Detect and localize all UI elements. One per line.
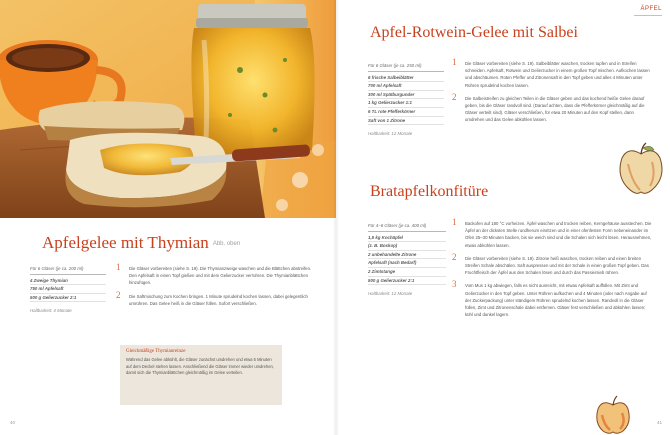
apple-illustration-icon: [618, 142, 664, 198]
apple-illustration-small-icon: [594, 395, 632, 435]
recipe-title-apfelgelee: [42, 233, 240, 253]
recipe-title-text: Apfelgelee mit Thymian: [42, 233, 209, 252]
chapter-label: ÄPFEL: [640, 6, 662, 12]
step: [116, 262, 316, 287]
ingredient-item: (z. B. Boskop): [368, 242, 446, 251]
ingredient-item: 500 g Gelierzucker 2:1: [30, 294, 106, 303]
ingredient-list: [368, 222, 446, 298]
shelf-life: Haltbarkeit: 4 Monate: [30, 308, 72, 314]
page-number-right: 41: [656, 420, 662, 425]
tip-text: Während das Gelee abkühlt, die Gläser zunächst umdrehen und etwa 5 Minuten auf dem Deckel stehen lassen. Anschließend die Gläser immer wieder umdrehen, damit sich die Thymianblättchen gleichmäßig im Gelee verteilen.: [126, 357, 274, 376]
step-text: Die Gläser vorbereiten (siehe S. 19). Zitrone heiß waschen, trocken reiben und einen breiten Streifen Schale abschälen. Saft auspressen und mit der Schale in einen großen Topf geben. Das Fruchtfleisch der Äpfel aus den Schalen lösen und durch das Passiersieb rühren.: [465, 255, 649, 276]
step-list: [452, 217, 652, 324]
step-number: 2: [452, 91, 457, 102]
right-page: [336, 0, 670, 435]
step: [116, 289, 316, 307]
shelf-life: Haltbarkeit: 12 Monate: [368, 291, 413, 297]
jelly-toast-photo: [0, 0, 336, 218]
recipe-title-bratapfel: Bratapfelkonfitüre: [370, 183, 489, 200]
step-number: 2: [452, 251, 457, 262]
step: [452, 251, 652, 277]
chapter-rule: [634, 15, 662, 16]
tip-title: Gleichmäßige Thymianreinze: [126, 349, 186, 354]
step-list: [452, 57, 652, 130]
ingredient-item: 700 ml Apfelsaft: [368, 82, 444, 91]
step-number: 1: [452, 57, 457, 67]
recipe-subtitle: Abb. oben: [212, 241, 241, 248]
ingredient-item: 1,5 kg Kochäpfel: [368, 234, 446, 243]
ingredient-item: 300 ml Spätburgunder: [368, 91, 444, 100]
ingredient-header: Für 6 Gläser (je ca. 250 ml): [368, 62, 444, 72]
ingredient-list: [368, 62, 444, 138]
ingredient-item: 1 kg Gelierzucker 1:1: [368, 99, 444, 108]
step-number: 3: [452, 279, 457, 290]
page-number-left: 40: [10, 420, 16, 425]
step-text: Die Saftmischung zum Kochen bringen. 1 Minute sprudelnd kochen lassen, dabei gelegentlich umrühren. Das Gelee heiß in die Gläser füllen. Sofort verschließen.: [129, 293, 308, 306]
step-list: [116, 262, 316, 313]
step-number: 1: [116, 262, 121, 272]
shelf-life: Haltbarkeit: 12 Monate: [368, 131, 413, 137]
ingredient-item: 4 Zweige Thymian: [30, 277, 106, 286]
ingredient-item: 2 Zimtstange: [368, 268, 446, 277]
step: [452, 279, 652, 318]
ingredient-item: 6 frische Salbeiblätter: [368, 74, 444, 83]
step-text: Vom Mus 1 kg abwiegen, falls es nicht ausreicht, mit etwas Apfelsaft auffüllen. Mit Zimt und Gelierzucker in den Topf geben. Unter Rühren aufkochen und 4 Minuten (oder nach Angabe auf der Zuckerpackung) unter ständigem Rühren sprudelnd kochen lassen. Randvoll in die Gläser füllen, Zimt und Zitronenschale dabei entfernen. Gläser fest verschließen und abkühlen lassen; kühl und dunkel lagern.: [465, 283, 647, 318]
recipe-photo: [0, 0, 336, 218]
step-text: Backofen auf 180 °C vorheizen. Äpfel waschen und trocken reiben, Kerngehäuse ausstechen. Die Äpfel an der dicksten Stelle rundherum einritzen und in einer ofenfesten Form nebeneinander im Ofen 25–30 Minuten backen, bis sie weich sind und die Schalen sich leicht lösen. Herausnehmen, etwas abkühlen lassen.: [465, 221, 652, 248]
tip-box: [120, 345, 282, 405]
ingredient-item: 2 unbehandelte Zitrone: [368, 251, 446, 260]
step-number: 2: [116, 289, 121, 300]
step-number: 1: [452, 217, 457, 227]
ingredient-header: Für 4–6 Gläser (je ca. 400 ml): [368, 222, 446, 232]
ingredient-item: 750 ml Apfelsaft: [30, 285, 106, 294]
ingredient-list: [30, 265, 106, 315]
recipe-title-apfel-rotwein: Apfel-Rotwein-Gelee mit Salbei: [370, 24, 578, 41]
ingredient-item: Saft von 1 Zitrone: [368, 117, 444, 126]
ingredient-item: Apfelsaft (nach Bedarf): [368, 259, 446, 268]
step: [452, 57, 652, 89]
step-text: Die Gläser vorbereiten (siehe S. 19). Die Thymianzweige waschen und die Blättchen abstreifen. Den Apfelsaft in einen Topf gießen und mit dem Gelierzucker verrühren. Die Thymianblättchen hinzufügen.: [129, 266, 312, 286]
step: [452, 217, 652, 249]
step-text: Die Gläser vorbereiten (siehe S. 19). Salbeiblätter waschen, trocken tupfen und in Streifen schneiden. Apfelsaft, Rotwein und Gelierzucker in einem großen Topf mischen. Aufkochen lassen und abschäumen. Roten Pfeffer und Zitronensaft in den Topf geben und alles 4 Minuten unter Rühren sprudelnd kochen lassen.: [465, 61, 650, 88]
step: [452, 91, 652, 124]
step-text: Die Salbeistreifen zu gleichen Teilen in die Gläser geben und das kochend heiße Gelee darauf geben, bis die Gläser randvoll sind. (Darauf achten, dass die Pfefferkörner gleichmäßig auf die Gläser verteilt sind). Gläser verschließen, für etwa 20 Minuten auf den Kopf stellen, dann umdrehen und das Gelee abkühlen lassen.: [465, 95, 645, 123]
ingredient-item: 500 g Gelierzucker 2:1: [368, 277, 446, 286]
ingredient-item: 6 TL rote Pfefferkörner: [368, 108, 444, 117]
ingredient-header: Für 6 Gläser (je ca. 200 ml): [30, 265, 106, 275]
